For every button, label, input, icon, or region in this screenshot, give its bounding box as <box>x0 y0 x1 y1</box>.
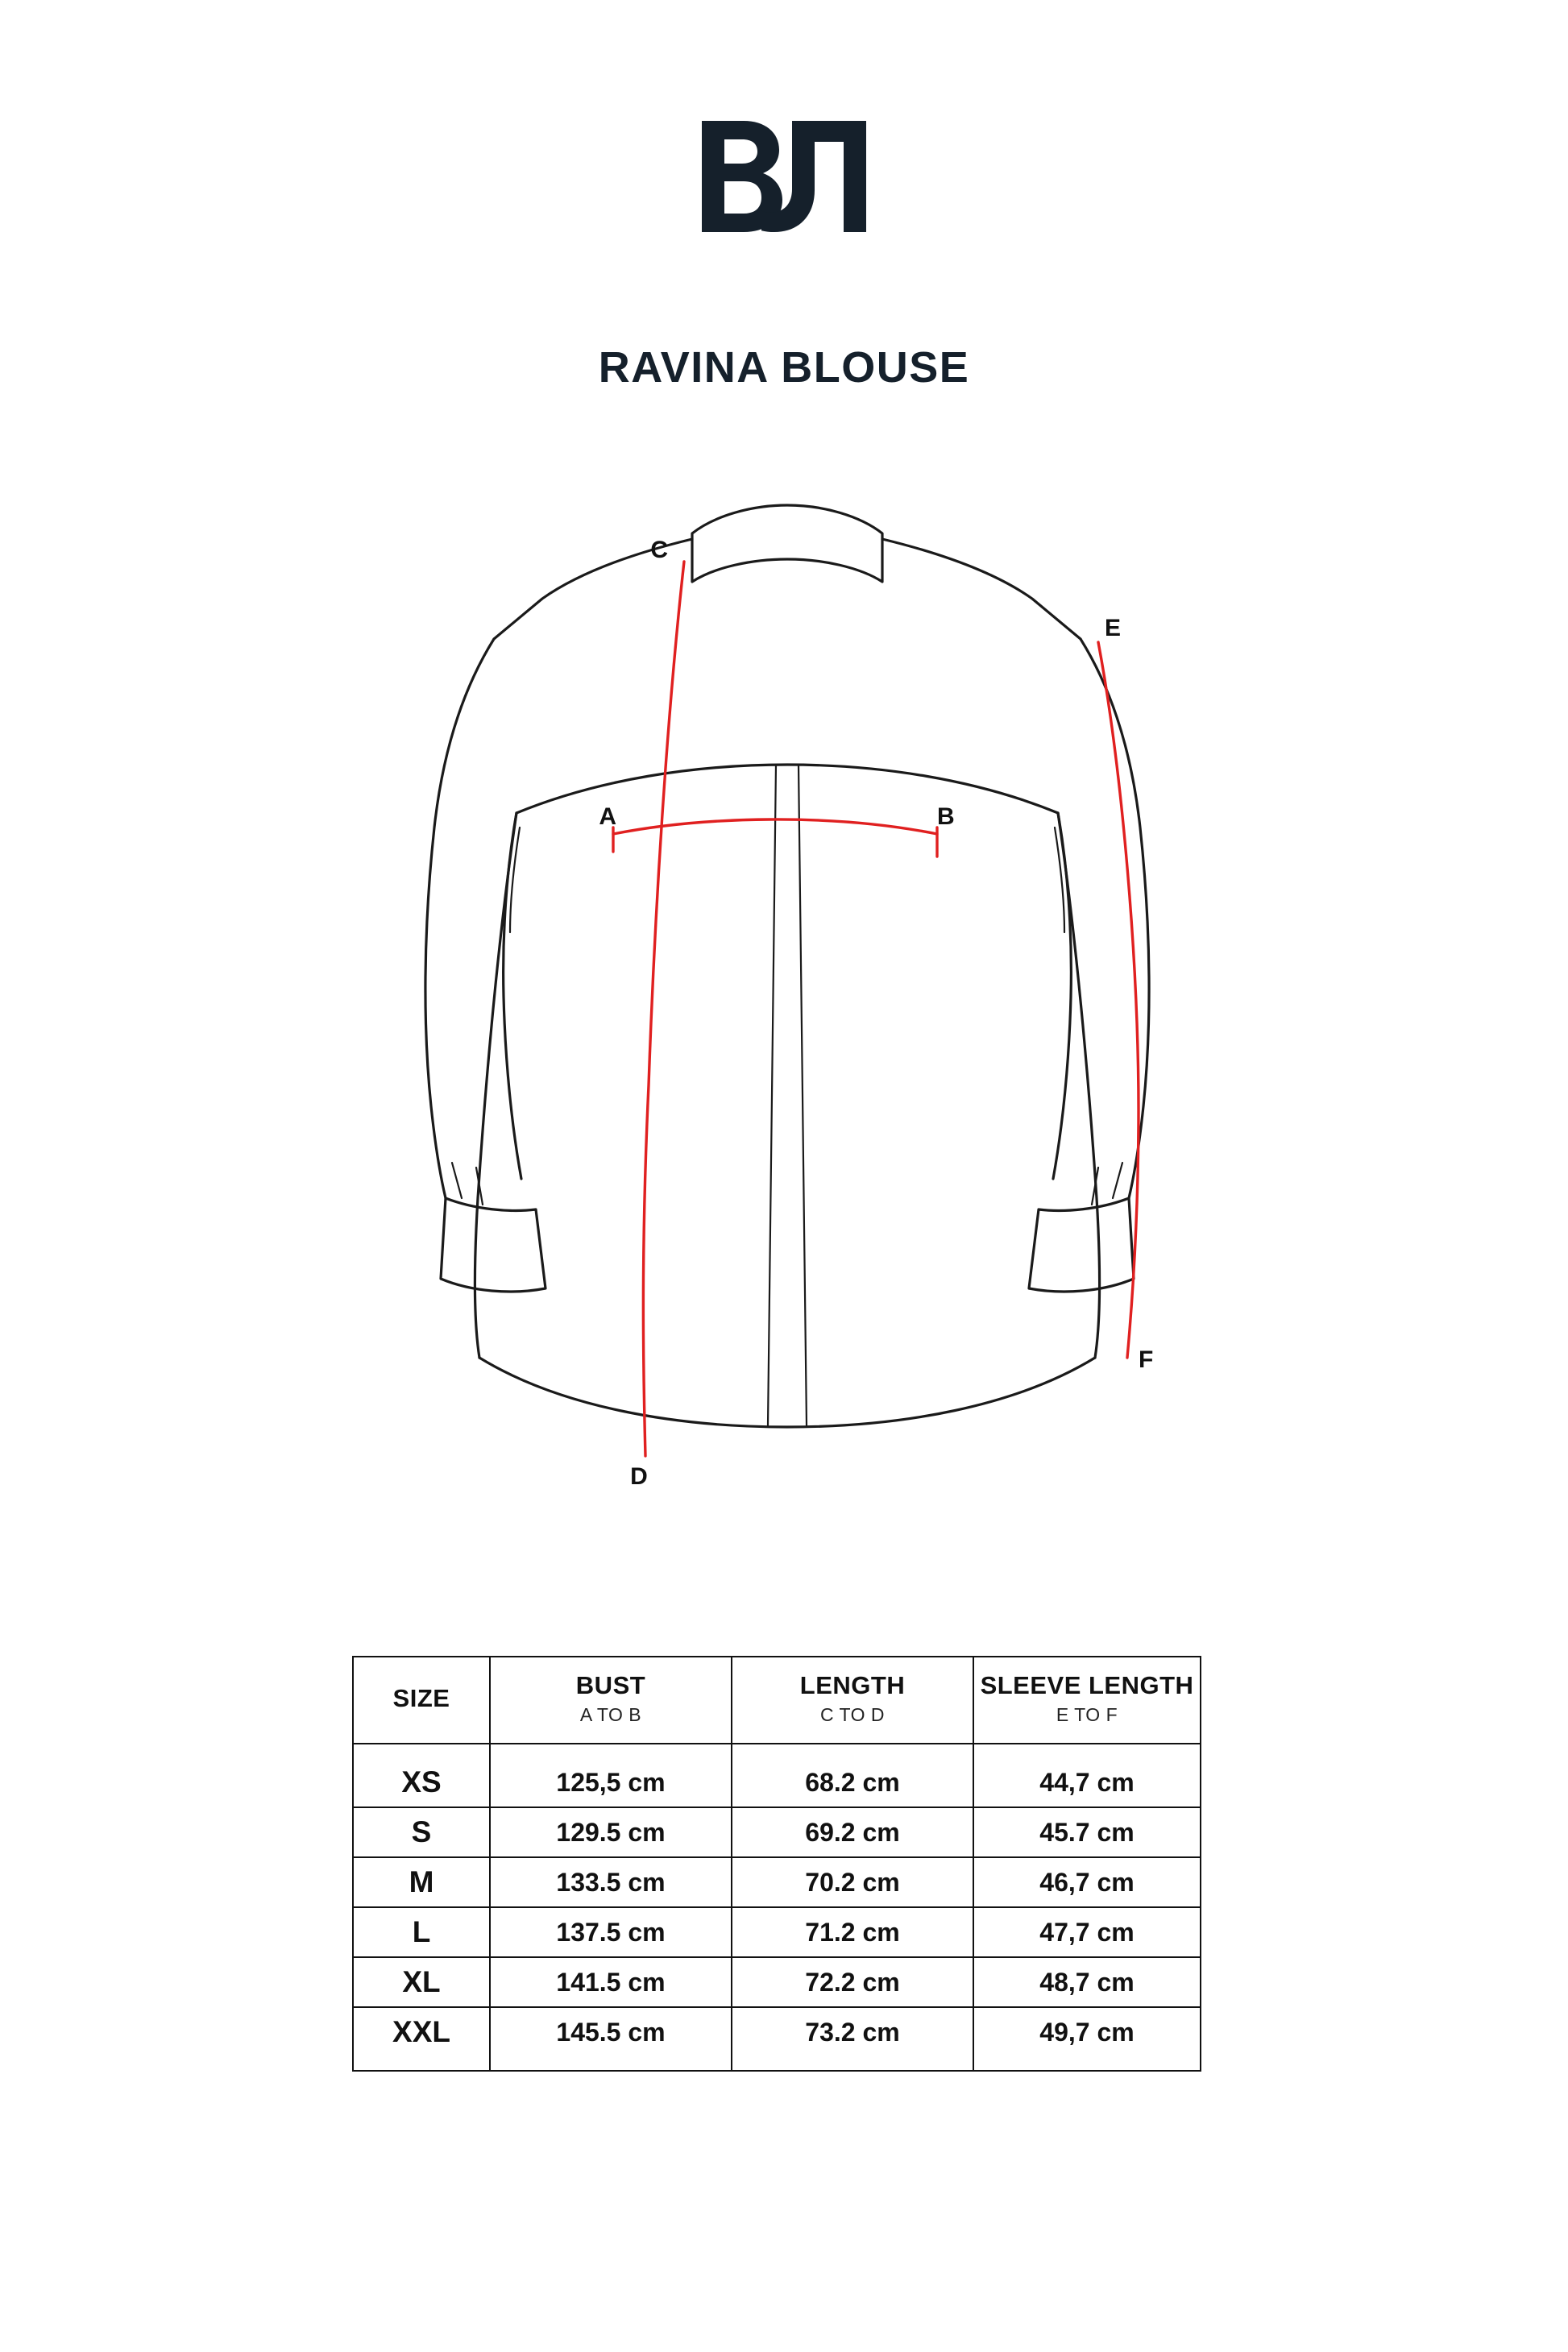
cell-bust: 137.5 cm <box>490 1907 732 1957</box>
cell-size: M <box>353 1857 490 1907</box>
table-row <box>353 1957 1201 2007</box>
table-row <box>353 1744 1201 1807</box>
cell-sleeve: 49,7 cm <box>973 2007 1201 2071</box>
cell-bust: 133.5 cm <box>490 1857 732 1907</box>
blouse-measurement-diagram <box>220 449 1348 1488</box>
label-a: A <box>599 803 616 830</box>
cell-sleeve: 46,7 cm <box>973 1857 1201 1907</box>
table-row <box>353 1807 1201 1857</box>
cell-size: L <box>353 1907 490 1957</box>
cell-size: S <box>353 1807 490 1857</box>
cell-sleeve: 47,7 cm <box>973 1907 1201 1957</box>
column-header-size <box>353 1657 490 1744</box>
size-table <box>352 1656 1201 2072</box>
size-table-container <box>352 1656 1194 2072</box>
column-header-sleeve-main: SLEEVE LENGTH <box>980 1671 1194 1699</box>
column-header-bust-main: BUST <box>575 1671 646 1699</box>
label-d: D <box>630 1463 648 1488</box>
cell-sleeve: 48,7 cm <box>973 1957 1201 2007</box>
column-header-size-main: SIZE <box>392 1683 450 1712</box>
column-header-length-main: LENGTH <box>799 1671 906 1699</box>
cell-bust: 125,5 cm <box>490 1744 732 1807</box>
label-f: F <box>1139 1346 1154 1373</box>
column-header-bust-sub: A TO B <box>579 1703 642 1725</box>
cell-size: XS <box>353 1744 490 1807</box>
label-c: C <box>650 537 668 563</box>
cell-sleeve: 44,7 cm <box>973 1744 1201 1807</box>
table-row <box>353 2007 1201 2071</box>
cell-length: 71.2 cm <box>732 1907 973 1957</box>
cell-length: 70.2 cm <box>732 1857 973 1907</box>
cell-bust: 129.5 cm <box>490 1807 732 1857</box>
brand-logo <box>687 113 881 250</box>
cell-size: XL <box>353 1957 490 2007</box>
column-header-length-sub: C TO D <box>819 1703 886 1725</box>
table-header-row <box>353 1657 1201 1744</box>
column-header-length <box>732 1657 973 1744</box>
cell-length: 68.2 cm <box>732 1744 973 1807</box>
cell-length: 72.2 cm <box>732 1957 973 2007</box>
cell-length: 73.2 cm <box>732 2007 973 2071</box>
cell-bust: 141.5 cm <box>490 1957 732 2007</box>
table-row <box>353 1907 1201 1957</box>
cell-sleeve: 45.7 cm <box>973 1807 1201 1857</box>
cell-bust: 145.5 cm <box>490 2007 732 2071</box>
cell-length: 69.2 cm <box>732 1807 973 1857</box>
column-header-sleeve-sub: E TO F <box>1056 1703 1118 1725</box>
column-header-bust <box>490 1657 732 1744</box>
page-title: RAVINA BLOUSE <box>598 343 970 392</box>
cell-size: XXL <box>353 2007 490 2071</box>
label-b: B <box>937 803 955 830</box>
column-header-sleeve-length <box>973 1657 1201 1744</box>
label-e: E <box>1105 615 1122 641</box>
table-row <box>353 1857 1201 1907</box>
